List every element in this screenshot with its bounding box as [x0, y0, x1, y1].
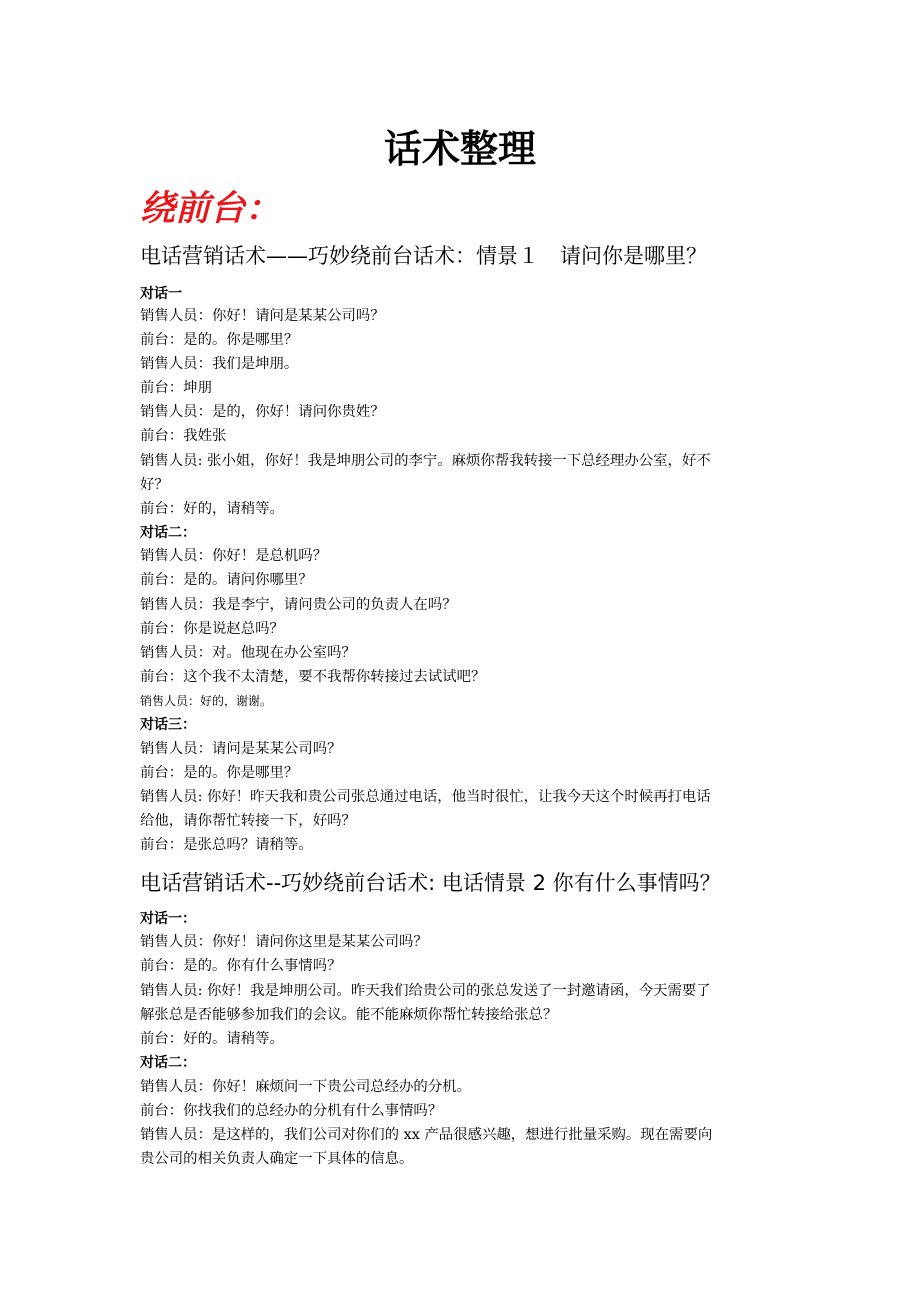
dialog-line: 前台：你找我们的总经办的分机有什么事情吗？ — [140, 1103, 443, 1119]
dialog-line: 销售人员：我们是坤朋。 — [140, 356, 299, 372]
scenario-2-title: 电话营销话术--巧妙绕前台话术: 电话情景 2 你有什么事情吗？ — [140, 871, 721, 895]
dialog-line: 销售人员：是这样的，我们公司对你们的 xx 产品很感兴趣，想进行批量采购。现在需要向 — [140, 1127, 713, 1143]
dialog-line-continuation: 解张总是否能够参加我们的会议。能不能麻烦你帮忙转接给张总？ — [140, 1007, 558, 1023]
dialog-line: 前台：坤朋 — [140, 380, 212, 396]
dialog-line-continuation: 给他，请你帮忙转接一下，好吗？ — [140, 813, 356, 829]
page-title: 话术整理 — [383, 127, 536, 171]
dialog-line: 前台：是的。你是哪里？ — [140, 332, 299, 348]
dialog-line: 前台：这个我不太清楚，要不我帮你转接过去试试吧？ — [140, 669, 486, 685]
dialog-line: 前台：是的。你是哪里？ — [140, 765, 299, 781]
dialog-line: 销售人员: 你好！昨天我和贵公司张总通过电话，他当时很忙，让我今天这个时候再打电话 — [140, 789, 711, 805]
dialog-line-continuation: 贵公司的相关负责人确定一下具体的信息。 — [140, 1151, 414, 1167]
dialog-line: 销售人员：你好！请问是某某公司吗？ — [140, 308, 385, 324]
dialog-heading: 对话三： — [140, 717, 196, 733]
dialog-line: 销售人员: 张小姐，你好！我是坤朋公司的李宁。麻烦你帮我转接一下总经理办公室，好不 — [140, 453, 711, 469]
dialog-line: 销售人员：你好！请问你这里是某某公司吗？ — [140, 934, 428, 950]
dialog-line-continuation: 好？ — [140, 477, 169, 493]
dialog-heading: 对话二： — [140, 525, 196, 541]
dialog-line: 前台：我姓张 — [140, 428, 227, 444]
dialog-line: 销售人员：你好！麻烦问一下贵公司总经办的分机。 — [140, 1079, 471, 1095]
dialog-line: 前台：你是说赵总吗？ — [140, 621, 284, 637]
dialog-line: 销售人员：请问是某某公司吗？ — [140, 741, 342, 757]
dialog-line: 销售人员: 你好！我是坤朋公司。昨天我们给贵公司的张总发送了一封邀请函，今天需要了 — [140, 983, 711, 999]
dialog-line: 销售人员：我是李宁，请问贵公司的负责人在吗？ — [140, 597, 457, 613]
scenario-1-title: 电话营销话术——巧妙绕前台话术：情景１ 请问你是哪里？ — [140, 244, 707, 268]
dialog-line: 销售人员：你好！是总机吗？ — [140, 548, 328, 564]
dialog-heading: 对话一 — [140, 286, 182, 302]
dialog-line: 前台：是的。请问你哪里？ — [140, 572, 313, 588]
dialog-line: 销售人员：好的，谢谢。 — [140, 694, 273, 708]
dialog-heading: 对话一： — [140, 911, 196, 927]
dialog-line: 销售人员：是的，你好！请问你贵姓？ — [140, 404, 385, 420]
dialog-line: 前台：是的。你有什么事情吗？ — [140, 958, 342, 974]
dialog-heading: 对话二： — [140, 1055, 196, 1071]
dialog-line: 前台：好的，请稍等。 — [140, 501, 284, 517]
dialog-line: 前台：好的。请稍等。 — [140, 1031, 284, 1047]
dialog-line: 销售人员：对。他现在办公室吗？ — [140, 645, 356, 661]
dialog-line: 前台：是张总吗？请稍等。 — [140, 837, 313, 853]
section-heading: 绕前台： — [140, 189, 281, 229]
